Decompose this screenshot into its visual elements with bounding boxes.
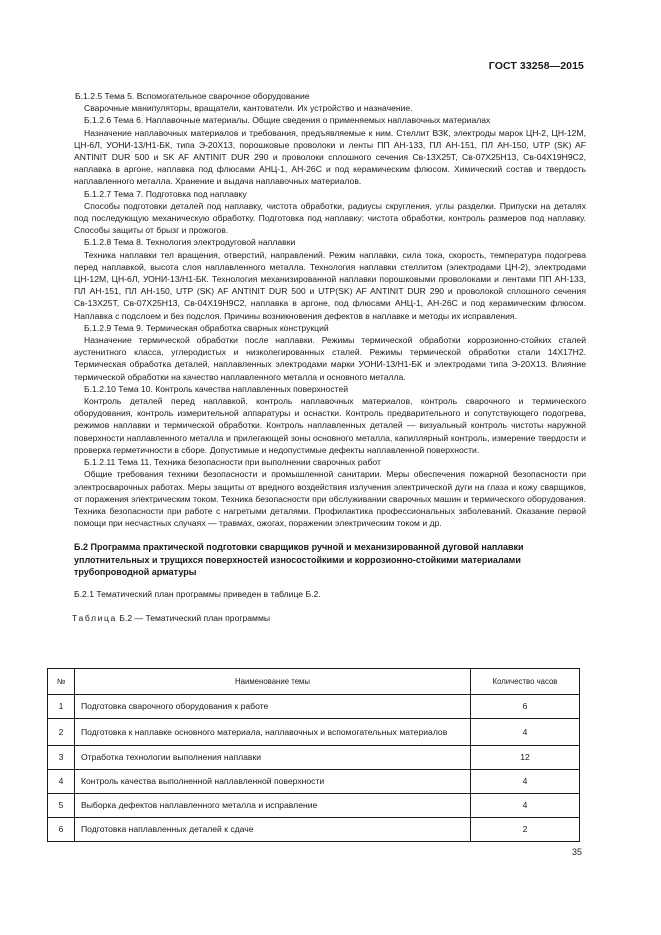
header-number: № [48,669,75,695]
topic-6 [74,114,586,187]
table-row [48,746,580,770]
topic-title: Б.1.2.7 Тема 7. Подготовка под наплавку [84,188,247,199]
section-b2-heading: Б.2 Программа практической подготовки сварщиков ручной и механизированной дуговой наплавки уплотнительных и трущихся поверхностей износостойкими и коррозионно-стойкими материалами трубопроводной арматуры [74,542,524,578]
row-number: 5 [48,794,75,818]
topic-text: Контроль деталей перед наплавкой, контроль наплавочных материалов, контроль сварочного и термического оборудования, контроль измерительной аппаратуры и оснастки. Контроль предварительного и сопутствующего подогрева, режимов наплавки и термической обработки. Контроль наплавленных деталей — визуальный контроль чистоты наружной поверхности наплавленного металла и прилегающей зоны основного металла, капиллярный контроль, измерение твердости и проверка герметичности в сборе. Допустимые и недопустимые дефекты наплавленной поверхности. [74,396,586,455]
table-caption-rest: Б.2 — Тематический план программы [119,613,271,624]
row-hours: 4 [471,719,580,746]
thematic-plan-table [47,668,580,842]
header-hours: Количество часов [471,669,580,695]
topic-title: Б.1.2.8 Тема 8. Технология электродуговой наплавки [84,237,296,248]
row-hours: 12 [471,746,580,770]
table-row [48,719,580,746]
document-body [74,90,586,624]
section-b2-text: Б.2.1 Тематический план программы приведен в таблице Б.2. [74,588,321,599]
row-number: 2 [48,719,75,746]
topic-text: Общие требования техники безопасности и промышленной санитарии. Меры обеспечения пожарной безопасности при электросварочных работах. Меры защиты от вредного воздействия излучения электрической дуги на глаза и кожу сварщиков, от поражения электрическим током. Техника безопасности при обслуживании сварочных машин и термического оборудования. Техника безопасности при работе с нагретыми деталями. Профилактика профессиональных заболеваний. Оказание первой помощи при несчастных случаях — травмах, ожогах, поражении электрическим током и др. [74,469,586,529]
table-row [48,695,580,719]
topic-title: Б.1.2.9 Тема 9. Термическая обработка сварных конструкций [84,322,329,333]
table-row [48,770,580,794]
row-hours: 6 [471,695,580,719]
row-number: 1 [48,695,75,719]
topic-title: Б.1.2.10 Тема 10. Контроль качества наплавленных поверхностей [84,383,349,394]
table-caption [72,612,586,624]
topic-text: Назначение термической обработки после наплавки. Режимы термической обработки коррозионно-стойких сталей аустенитного класса, углеродистых и низколегированных сталей. Режимы термической обработки стали 14Х17Н2. Термическая обработка деталей, наплавленных электродами марки УОНИ-13/Н1-БК и электродами типа Э-20Х13. Влияние термической обработки на качество наплавленного металла и основного металла. [74,335,586,382]
row-topic: Отработка технологии выполнения наплавки [75,746,471,770]
row-topic: Контроль качества выполненной наплавленной поверхности [75,770,471,794]
topic-title: Б.1.2.6 Тема 6. Наплавочные материалы. Общие сведения о применяемых наплавочных материалах [84,115,491,126]
row-topic: Подготовка наплавленных деталей к сдаче [75,818,471,842]
row-hours: 4 [471,794,580,818]
topic-11 [74,456,586,529]
topic-7 [74,188,586,237]
page-number: 35 [571,847,582,857]
row-hours: 2 [471,818,580,842]
topic-text: Техника наплавки тел вращения, отверстий, направлений. Режим наплавки, сила тока, скорость, температура подогрева перед наплавкой, высота слоя наплавленного металла. Технология наплавки стеллитом (электродами ЦН-2), электродами ЦН-12М, ЦН-6Л, УОНИ-13/Н1-БК. Технология механизированной наплавки порошковыми проволоками и лентами ПП АН-133, ПЛ АН-151, ПЛ АН-150, UTP (SK) AF ANTINIT DUR 500 и UTP(SK) AF ANTINIT DUR 290 и проволокой сплошного сечения Св-13Х25Т, Св-07Х25Н13, Св-04Х19Н9С2, наплавка в аргоне, под флюсами АНЦ-1, АН-26С и под керамическим флюсом. Наплавка с подслоем и без подслоя. Причины возникновения дефектов в наплавке и методы их исправления. [74,249,586,321]
table-caption-prefix: Таблица [72,613,117,624]
topic-title: Б.1.2.11 Тема 11. Техника безопасности при выполнении сварочных работ [84,457,381,468]
topic-9 [74,322,586,383]
topic-text: Сварочные манипуляторы, вращатели, кантователи. Их устройство и назначение. [84,103,413,114]
row-number: 4 [48,770,75,794]
topic-8 [74,236,586,321]
table-row [48,818,580,842]
row-number: 3 [48,746,75,770]
table-header-row [48,669,580,695]
row-number: 6 [48,818,75,842]
row-topic: Подготовка сварочного оборудования к работе [75,695,471,719]
row-topic: Подготовка к наплавке основного материала, наплавочных и вспомогательных материалов [75,719,471,746]
table-row [48,794,580,818]
topic-text: Назначение наплавочных материалов и требования, предъявляемые к ним. Стеллит ВЗК, электроды марок ЦН-2, ЦН-12М, ЦН-6Л, УОНИ-13/Н1-БК, типа Э-20Х13, порошковые проволоки и ленты ПП АН-133, ПЛ АН-151, ПЛ АН-150, UTP (SK) AF ANTINIT DUR 500 и SK AF ANTINIT DUR 290 и проволоки сплошного сечения Св-13Х25Т, Св-07Х25Н13, Св-04Х19Н9С2, наплавка в аргоне, наплавка под флюсами АНЦ-1, АН-26С и под керамическим флюсом. Химический состав и твердость наплавленного металла. Хранение и выдача наплавочных материалов. [74,127,586,187]
topic-title: Б.1.2.5 Тема 5. Вспомогательное сварочное оборудование [75,91,310,101]
topic-5 [74,90,586,114]
row-hours: 4 [471,770,580,794]
row-topic: Выборка дефектов наплавленного металла и исправление [75,794,471,818]
standard-code-header: ГОСТ 33258—2015 [488,60,584,72]
topic-10 [74,383,586,456]
header-topic-name: Наименование темы [75,669,471,695]
topic-text: Способы подготовки деталей под наплавку, чистота обработки, радиусы скругления, углы разделки. Припуски на деталях под последующую механическую обработку. Подготовка под наплавку: чистота обработки, контроль размеров под наплавку. Способы защиты от брызг и прожогов. [74,200,586,236]
